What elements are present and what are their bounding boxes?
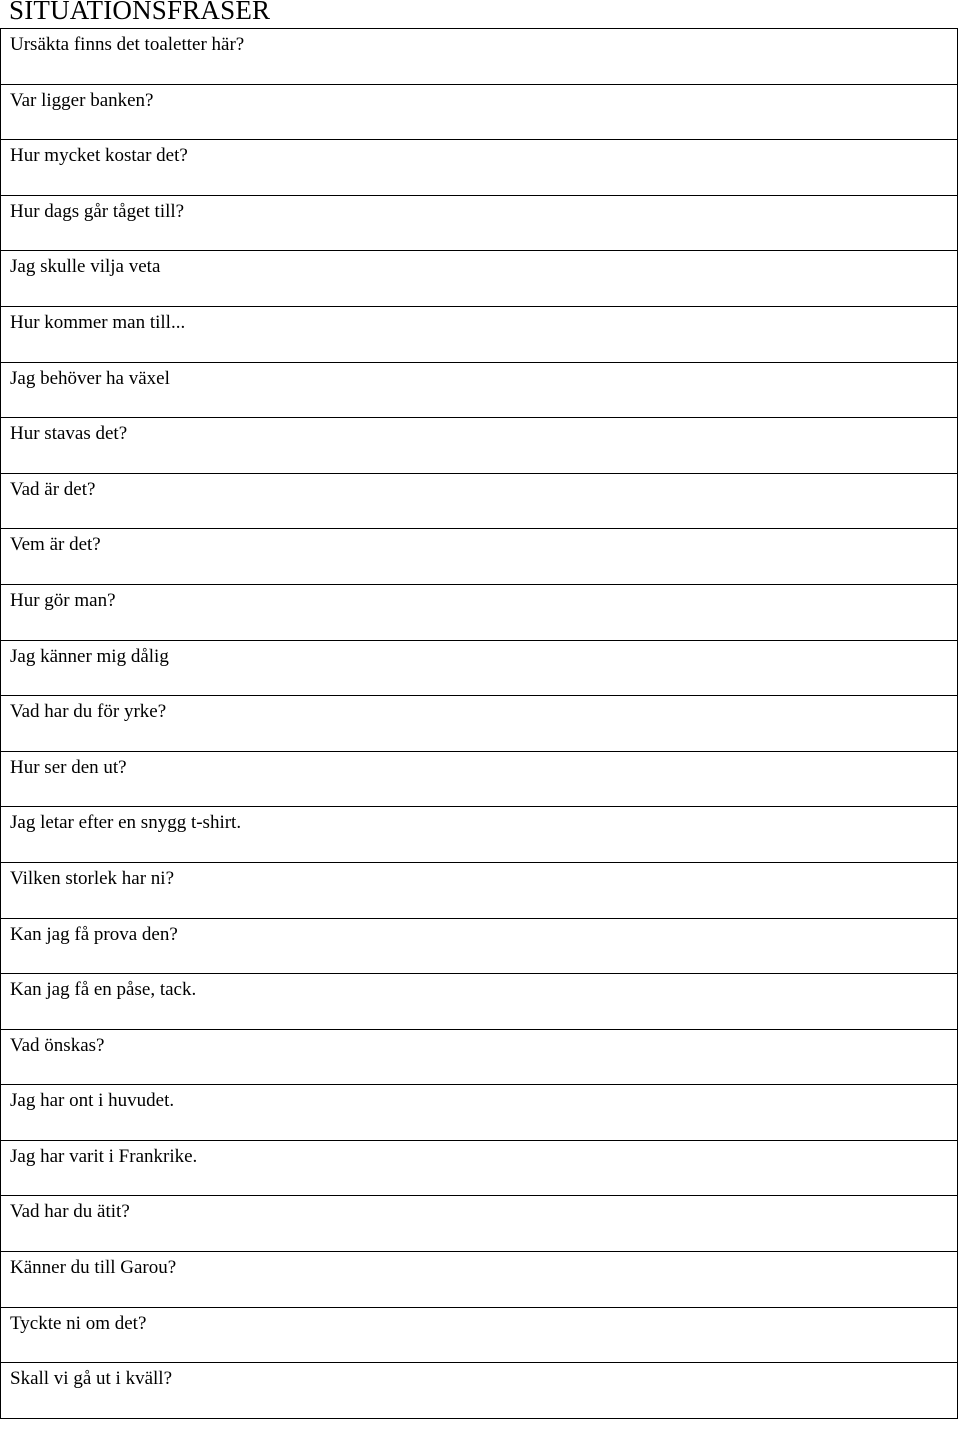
phrase-cell [1,1252,958,1308]
table-row [1,362,958,418]
phrase-cell [1,529,958,585]
phrase-cell [1,195,958,251]
table-row [1,696,958,752]
table-row [1,751,958,807]
phrase-cell [1,1363,958,1419]
phrase-text: Vad är det? [10,478,96,500]
phrase-text: Ursäkta finns det toaletter här? [10,34,245,55]
phrase-cell [1,251,958,307]
table-row [1,140,958,196]
table-row [1,862,958,918]
phrase-text: Kan jag få en påse, tack. [10,979,197,1001]
page-title: SITUATIONSFRASER [9,0,271,25]
phrase-text: Vad har du för yrke? [10,701,167,723]
table-row [1,584,958,640]
table-row [1,84,958,140]
phrase-cell [1,140,958,196]
phrase-text: Känner du till Garou? [10,1257,177,1279]
phrase-text: Hur ser den ut? [10,756,127,778]
phrase-text: Vem är det? [10,534,101,556]
phrase-cell [1,1307,958,1363]
phrase-text: Tyckte ni om det? [10,1312,147,1334]
phrase-text: Hur kommer man till... [10,311,186,333]
phrase-list [1,29,958,1419]
table-row [1,918,958,974]
table-row [1,1307,958,1363]
phrase-cell [1,362,958,418]
phrase-text: Hur gör man? [10,589,116,611]
table-row [1,1140,958,1196]
phrase-text: Vilken storlek har ni? [10,867,175,889]
table-row [1,251,958,307]
table-row [1,306,958,362]
phrase-text: Jag har ont i huvudet. [10,1090,175,1112]
phrase-cell [1,640,958,696]
phrase-cell [1,29,958,85]
phrase-text: Jag har varit i Frankrike. [10,1145,198,1167]
table-row [1,640,958,696]
table-row [1,1363,958,1419]
phrase-cell [1,84,958,140]
phrase-text: Hur mycket kostar det? [10,145,188,167]
table-row [1,1252,958,1308]
phrase-cell [1,807,958,863]
table-row [1,974,958,1030]
phrase-text: Jag letar efter en snygg t-shirt. [10,812,242,834]
phrase-cell [1,974,958,1030]
table-row [1,418,958,474]
phrase-cell [1,862,958,918]
phrase-cell [1,696,958,752]
phrase-cell [1,1085,958,1141]
phrase-cell [1,918,958,974]
table-row [1,195,958,251]
table-row [1,1085,958,1141]
phrase-text: Hur dags går tåget till? [10,200,185,222]
phrase-cell [1,1029,958,1085]
table-row [1,529,958,585]
phrase-cell [1,751,958,807]
phrase-text: Jag behöver ha växel [10,367,170,389]
phrase-text: Jag skulle vilja veta [10,256,161,278]
phrase-cell [1,418,958,474]
phrase-cell [1,1140,958,1196]
phrase-text: Hur stavas det? [10,423,128,445]
phrase-cell [1,473,958,529]
phrase-table [0,28,958,1419]
table-row [1,1029,958,1085]
phrase-cell [1,306,958,362]
phrase-text: Vad önskas? [10,1034,105,1056]
table-row [1,1196,958,1252]
phrase-text: Vad har du ätit? [10,1201,130,1223]
phrase-cell [1,1196,958,1252]
phrase-cell [1,584,958,640]
table-row [1,473,958,529]
table-row [1,29,958,85]
phrase-text: Var ligger banken? [10,89,154,111]
phrase-text: Jag känner mig dålig [10,645,169,667]
table-row [1,807,958,863]
phrase-text: Skall vi gå ut i kväll? [10,1368,173,1390]
phrase-text: Kan jag få prova den? [10,923,178,945]
